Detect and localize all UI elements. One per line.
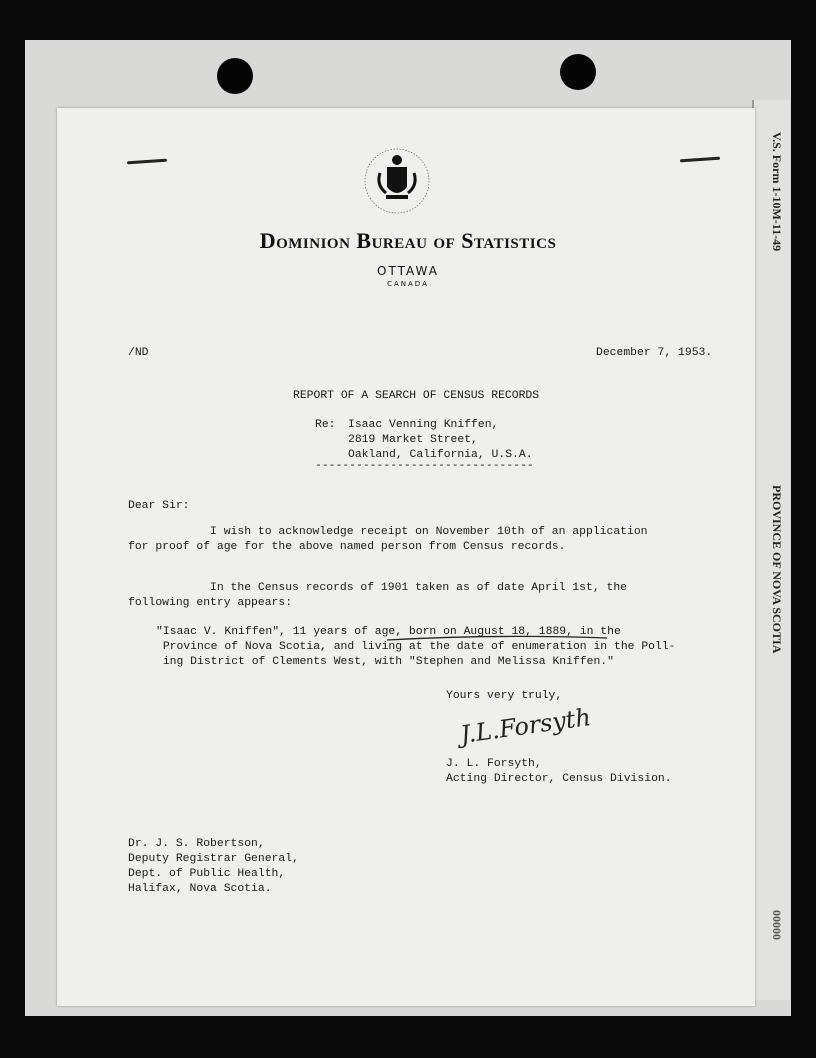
re-label: Re: [315, 419, 336, 431]
city: OTTAWA [377, 264, 439, 278]
census-entry-line: "Isaac V. Kniffen", 11 years of age, born on August 18, 1889, in the [156, 626, 621, 638]
paragraph-line: following entry appears: [128, 597, 293, 609]
punch-hole [560, 54, 596, 90]
report-title: REPORT OF A SEARCH OF CENSUS RECORDS [293, 390, 540, 402]
census-entry-line: ing District of Clements West, with "Stephen and Melissa Kniffen." [156, 656, 614, 668]
letter-date: December 7, 1953. [596, 347, 713, 359]
paragraph-line: I wish to acknowledge receipt on November 10th of an application [128, 526, 648, 538]
country: CANADA [387, 280, 429, 288]
number-fragment: 00000 [770, 910, 784, 940]
re-line: 2819 Market Street, [348, 434, 478, 446]
reference: /ND [128, 347, 149, 359]
re-line: Isaac Venning Kniffen, [348, 419, 499, 431]
punch-hole [217, 58, 253, 94]
recipient-line: Deputy Registrar General, [128, 853, 299, 865]
paragraph-line: In the Census records of 1901 taken as of date April 1st, the [128, 582, 627, 594]
handwritten-underline [385, 632, 610, 646]
coat-of-arms-seal [362, 145, 432, 217]
signer-title: Acting Director, Census Division. [446, 773, 672, 785]
recipient-line: Dept. of Public Health, [128, 868, 286, 880]
salutation: Dear Sir: [128, 500, 190, 512]
province-label: PROVINCE OF NOVA SCOTIA [770, 485, 784, 654]
recipient-line: Halifax, Nova Scotia. [128, 883, 272, 895]
organization-name: Dominion Bureau of Statistics [259, 228, 557, 253]
signer-name: J. L. Forsyth, [446, 758, 542, 770]
closing: Yours very truly, [446, 690, 563, 702]
re-line: Oakland, California, U.S.A. [348, 449, 533, 461]
census-entry-line: Province of Nova Scotia, and living at the date of enumeration in the Poll- [156, 641, 676, 653]
signature: J.L.Forsyth [458, 703, 593, 749]
rule: -------------------------------- [315, 460, 534, 472]
recipient-line: Dr. J. S. Robertson, [128, 838, 265, 850]
form-number: V.S. Form 1-10M-11-49 [770, 132, 784, 252]
paragraph-line: for proof of age for the above named person from Census records. [128, 541, 566, 553]
